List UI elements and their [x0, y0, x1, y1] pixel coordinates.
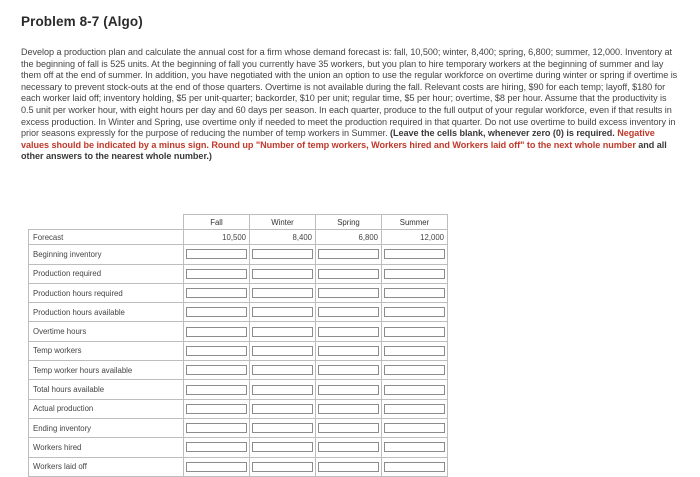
cell-production-hours-required-spring: [316, 283, 382, 302]
cell-actual-production-fall: [184, 399, 250, 418]
cell-temp-worker-hours-available-winter: [250, 361, 316, 380]
input-actual-production-summer[interactable]: [384, 404, 445, 414]
input-overtime-hours-summer[interactable]: [384, 327, 445, 337]
table-row: [29, 399, 448, 418]
input-production-hours-required-fall[interactable]: [186, 288, 247, 298]
table-row: [29, 322, 448, 341]
column-header-spring: Spring: [316, 215, 382, 230]
input-production-hours-available-summer[interactable]: [384, 307, 445, 317]
forecast-row: [29, 230, 448, 245]
row-label-ending-inventory: Ending inventory: [29, 418, 184, 437]
forecast-spring: 6,800: [316, 230, 382, 245]
table-row: [29, 283, 448, 302]
cell-overtime-hours-spring: [316, 322, 382, 341]
row-label-production-hours-available: Production hours available: [29, 303, 184, 322]
input-beginning-inventory-summer[interactable]: [384, 249, 445, 259]
cell-workers-hired-summer: [382, 438, 448, 457]
cell-workers-hired-spring: [316, 438, 382, 457]
row-label-forecast: Forecast: [29, 230, 184, 245]
production-plan-table: [28, 214, 448, 477]
input-temp-worker-hours-available-summer[interactable]: [384, 365, 445, 375]
forecast-winter: 8,400: [250, 230, 316, 245]
input-workers-laid-off-summer[interactable]: [384, 462, 445, 472]
input-workers-laid-off-winter[interactable]: [252, 462, 313, 472]
cell-total-hours-available-spring: [316, 380, 382, 399]
cell-production-hours-available-summer: [382, 303, 448, 322]
cell-actual-production-summer: [382, 399, 448, 418]
cell-temp-workers-winter: [250, 341, 316, 360]
input-workers-laid-off-spring[interactable]: [318, 462, 379, 472]
input-overtime-hours-spring[interactable]: [318, 327, 379, 337]
cell-overtime-hours-winter: [250, 322, 316, 341]
input-production-hours-available-spring[interactable]: [318, 307, 379, 317]
cell-production-required-summer: [382, 264, 448, 283]
input-workers-laid-off-fall[interactable]: [186, 462, 247, 472]
input-total-hours-available-winter[interactable]: [252, 385, 313, 395]
column-header-winter: Winter: [250, 215, 316, 230]
cell-total-hours-available-summer: [382, 380, 448, 399]
input-production-hours-available-fall[interactable]: [186, 307, 247, 317]
row-label-production-required: Production required: [29, 264, 184, 283]
instruction-bold: (Leave the cells blank, whenever zero (0) is required.: [390, 128, 615, 139]
table-row: [29, 361, 448, 380]
table-row: [29, 457, 448, 476]
cell-temp-worker-hours-available-fall: [184, 361, 250, 380]
forecast-summer: 12,000: [382, 230, 448, 245]
cell-production-hours-available-fall: [184, 303, 250, 322]
input-temp-worker-hours-available-spring[interactable]: [318, 365, 379, 375]
cell-total-hours-available-winter: [250, 380, 316, 399]
header-row: [29, 215, 448, 230]
input-actual-production-winter[interactable]: [252, 404, 313, 414]
forecast-fall: 10,500: [184, 230, 250, 245]
cell-temp-workers-fall: [184, 341, 250, 360]
column-header-summer: Summer: [382, 215, 448, 230]
input-production-required-winter[interactable]: [252, 269, 313, 279]
column-header-fall: Fall: [184, 215, 250, 230]
cell-workers-hired-winter: [250, 438, 316, 457]
table-row: [29, 418, 448, 437]
input-workers-hired-spring[interactable]: [318, 442, 379, 452]
cell-production-hours-required-fall: [184, 283, 250, 302]
row-label-workers-hired: Workers hired: [29, 438, 184, 457]
problem-title: Problem 8-7 (Algo): [21, 14, 143, 29]
cell-production-hours-required-summer: [382, 283, 448, 302]
table-row: [29, 264, 448, 283]
input-ending-inventory-summer[interactable]: [384, 423, 445, 433]
input-production-hours-required-winter[interactable]: [252, 288, 313, 298]
cell-temp-worker-hours-available-summer: [382, 361, 448, 380]
table-row: [29, 380, 448, 399]
input-production-required-summer[interactable]: [384, 269, 445, 279]
cell-actual-production-spring: [316, 399, 382, 418]
cell-workers-hired-fall: [184, 438, 250, 457]
cell-temp-worker-hours-available-spring: [316, 361, 382, 380]
row-label-beginning-inventory: Beginning inventory: [29, 245, 184, 264]
input-beginning-inventory-spring[interactable]: [318, 249, 379, 259]
input-temp-workers-winter[interactable]: [252, 346, 313, 356]
input-temp-worker-hours-available-winter[interactable]: [252, 365, 313, 375]
input-temp-workers-fall[interactable]: [186, 346, 247, 356]
cell-production-required-fall: [184, 264, 250, 283]
cell-beginning-inventory-fall: [184, 245, 250, 264]
input-temp-workers-spring[interactable]: [318, 346, 379, 356]
row-label-total-hours-available: Total hours available: [29, 380, 184, 399]
cell-total-hours-available-fall: [184, 380, 250, 399]
instruction-red: Negative values should be indicated by a minus sign. Round up "Number of temp workers, Workers hired and Workers laid off" to the next whole number: [21, 128, 655, 150]
cell-production-hours-available-spring: [316, 303, 382, 322]
cell-overtime-hours-fall: [184, 322, 250, 341]
input-production-required-fall[interactable]: [186, 269, 247, 279]
cell-ending-inventory-spring: [316, 418, 382, 437]
cell-workers-laid-off-fall: [184, 457, 250, 476]
input-ending-inventory-spring[interactable]: [318, 423, 379, 433]
cell-temp-workers-spring: [316, 341, 382, 360]
input-workers-hired-summer[interactable]: [384, 442, 445, 452]
input-total-hours-available-spring[interactable]: [318, 385, 379, 395]
cell-beginning-inventory-winter: [250, 245, 316, 264]
cell-beginning-inventory-spring: [316, 245, 382, 264]
cell-actual-production-winter: [250, 399, 316, 418]
table-row: [29, 438, 448, 457]
input-production-hours-required-spring[interactable]: [318, 288, 379, 298]
table-row: [29, 245, 448, 264]
input-temp-workers-summer[interactable]: [384, 346, 445, 356]
cell-production-hours-required-winter: [250, 283, 316, 302]
input-ending-inventory-fall[interactable]: [186, 423, 247, 433]
input-overtime-hours-winter[interactable]: [252, 327, 313, 337]
corner-cell: [29, 215, 184, 230]
input-temp-worker-hours-available-fall[interactable]: [186, 365, 247, 375]
row-label-workers-laid-off: Workers laid off: [29, 457, 184, 476]
cell-beginning-inventory-summer: [382, 245, 448, 264]
input-workers-hired-fall[interactable]: [186, 442, 247, 452]
cell-ending-inventory-fall: [184, 418, 250, 437]
input-beginning-inventory-winter[interactable]: [252, 249, 313, 259]
cell-ending-inventory-summer: [382, 418, 448, 437]
input-actual-production-spring[interactable]: [318, 404, 379, 414]
instruction-bold-end: and all other answers to the nearest whole number.): [21, 139, 667, 162]
input-production-required-spring[interactable]: [318, 269, 379, 279]
input-overtime-hours-fall[interactable]: [186, 327, 247, 337]
row-label-temp-worker-hours-available: Temp worker hours available: [29, 361, 184, 380]
cell-ending-inventory-winter: [250, 418, 316, 437]
table-row: [29, 341, 448, 360]
input-ending-inventory-winter[interactable]: [252, 423, 313, 433]
problem-text: Develop a production plan and calculate the annual cost for a firm whose demand forecast is: fall, 10,500; winter, 8,400; spring, 6,800; summer, 12,000. Inventory at the beginning of fall is 525 units. At the beginning of fall you currently have 35 workers, but you plan to hire temporary workers at the beginning of summer and lay them off at the end of summer. In addition, you have negotiated with the union an option to use the regular workforce on overtime during winter or spring if overtime is necessary to prevent stock-outs at the end of those quarters. Overtime is not available during the fall. Relevant costs are hiring, $90 for each temp; layoff, $180 for each worker laid off; inventory holding, $5 per unit-quarter; backorder, $10 per unit; regular time, $5 per hour; overtime, $8 per hour. Assume that the productivity is 0.5 unit per worker hour, with eight hours per day and 60 days per season. In each quarter, produce to the full output of your regular workforce, even if that results in excess production. In Winter and Spring, use overtime only if needed to meet the production required in that quarter. Do not use overtime to build excess inventory in prior seasons expressly for the purpose of reducing the number of temp workers in Summer.: [21, 47, 678, 139]
row-label-overtime-hours: Overtime hours: [29, 322, 184, 341]
cell-overtime-hours-summer: [382, 322, 448, 341]
problem-statement: [21, 47, 681, 163]
cell-workers-laid-off-winter: [250, 457, 316, 476]
cell-production-required-spring: [316, 264, 382, 283]
cell-production-required-winter: [250, 264, 316, 283]
cell-workers-laid-off-summer: [382, 457, 448, 476]
input-production-hours-required-summer[interactable]: [384, 288, 445, 298]
row-label-production-hours-required: Production hours required: [29, 283, 184, 302]
table-row: [29, 303, 448, 322]
cell-production-hours-available-winter: [250, 303, 316, 322]
input-total-hours-available-fall[interactable]: [186, 385, 247, 395]
cell-temp-workers-summer: [382, 341, 448, 360]
input-workers-hired-winter[interactable]: [252, 442, 313, 452]
row-label-temp-workers: Temp workers: [29, 341, 184, 360]
cell-workers-laid-off-spring: [316, 457, 382, 476]
input-beginning-inventory-fall[interactable]: [186, 249, 247, 259]
input-production-hours-available-winter[interactable]: [252, 307, 313, 317]
row-label-actual-production: Actual production: [29, 399, 184, 418]
input-total-hours-available-summer[interactable]: [384, 385, 445, 395]
input-actual-production-fall[interactable]: [186, 404, 247, 414]
